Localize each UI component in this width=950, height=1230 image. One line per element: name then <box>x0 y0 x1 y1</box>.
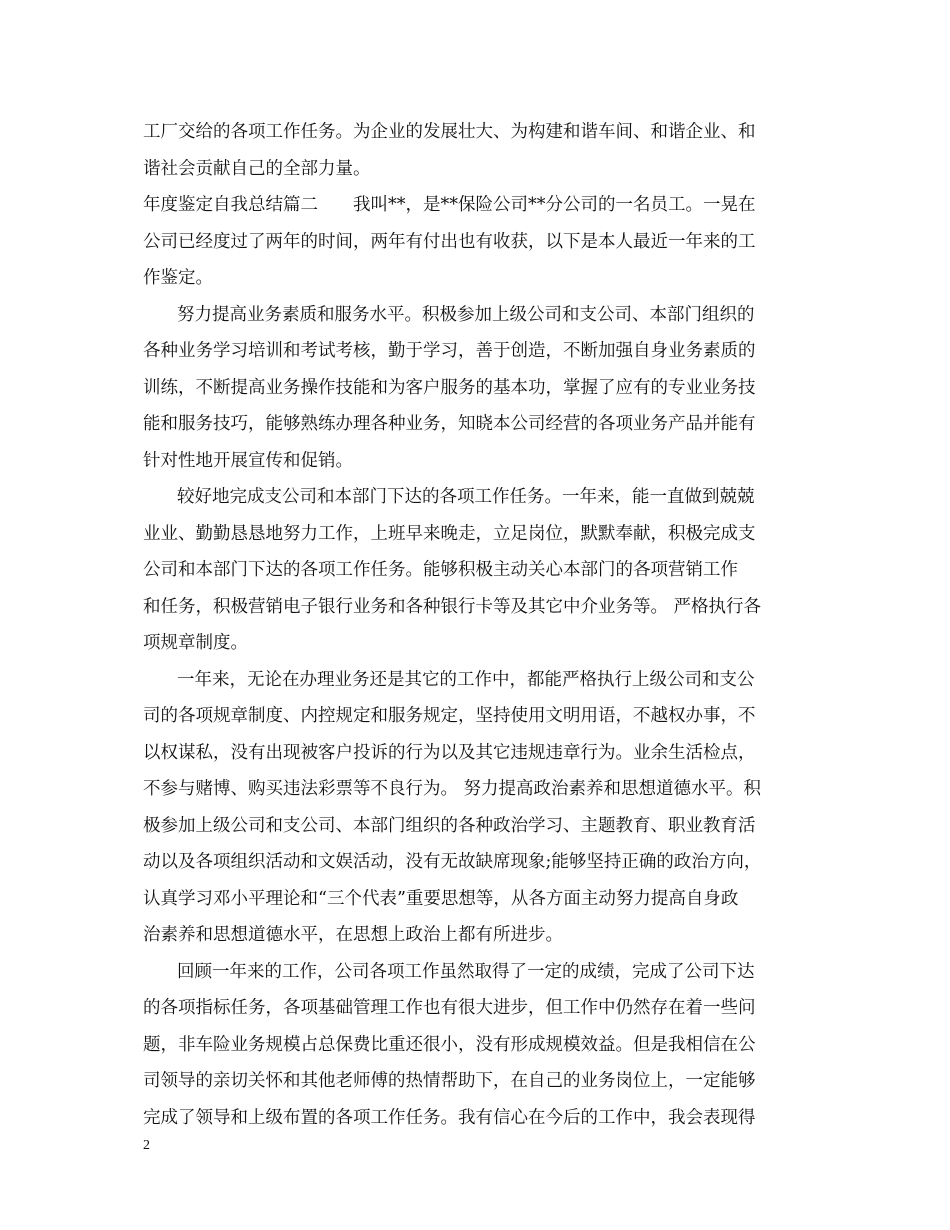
text-line: 作鉴定。 <box>143 268 213 288</box>
text-line: 回顾一年来的工作，公司各项工作虽然取得了一定的成绩，完成了公司下达 <box>177 961 755 982</box>
text-line: 针对性地开展宣传和促销。 <box>143 450 353 471</box>
text-line: 公司已经度过了两年的时间，两年有付出也有收获，以下是本人最近一年来的工 <box>143 231 756 252</box>
text-line: 训练，不断提高业务操作技能和为客户服务的基本功，掌握了应有的专业业务技 <box>143 377 756 398</box>
text-line: 谐社会贡献自己的全部力量。 <box>143 158 371 179</box>
text-line: 公司和本部门下达的各项工作任务。能够积极主动关心本部门的各项营销工作 <box>143 560 738 580</box>
text-line: 动以及各项组织活动和文娱活动，没有无故缺席现象;能够坚持正确的政治方向， <box>143 852 762 872</box>
text-line: 项规章制度。 <box>143 633 248 653</box>
text-line: 司领导的亲切关怀和其他老师傅的热情帮助下，在自己的业务岗位上，一定能够 <box>143 1071 756 1091</box>
text-line: 不参与赌博、购买违法彩票等不良行为。 努力提高政治素养和思想道德水平。积 <box>143 779 762 799</box>
text-line: 极参加上级公司和支公司、本部门组织的各种政治学习、主题教育、职业教育活 <box>143 815 756 836</box>
text-line: 较好地完成支公司和本部门下达的各项工作任务。一年来，能一直做到兢兢 <box>177 487 755 507</box>
text-line: 的各项指标任务，各项基础管理工作也有很大进步，但工作中仍然存在着一些问 <box>143 998 756 1018</box>
text-line: 完成了领导和上级布置的各项工作任务。我有信心在今后的工作中，我会表现得 <box>143 1107 756 1128</box>
text-line: 业业、勤勤恳恳地努力工作，上班早来晚走，立足岗位，默默奉献，积极完成支 <box>143 523 756 544</box>
page-number: 2 <box>143 1138 150 1153</box>
document-body <box>143 114 811 1136</box>
text-line: 年度鉴定自我总结篇二 我叫**，是**保险公司**分公司的一名员工。一晃在 <box>143 195 756 215</box>
text-line: 能和服务技巧，能够熟练办理各种业务，知晓本公司经营的各项业务产品并能有 <box>143 414 756 434</box>
text-line: 以权谋私，没有出现被客户投诉的行为以及其它违规违章行为。业余生活检点， <box>143 742 756 763</box>
text-line: 努力提高业务素质和服务水平。积极参加上级公司和支公司、本部门组织的 <box>177 304 755 325</box>
text-line: 治素养和思想道德水平，在思想上政治上都有所进步。 <box>143 925 563 945</box>
text-line: 一年来，无论在办理业务还是其它的工作中，都能严格执行上级公司和支公 <box>177 669 755 690</box>
text-line: 工厂交给的各项工作任务。为企业的发展壮大、为构建和谐车间、和谐企业、和 <box>143 122 756 142</box>
text-line: 题，非车险业务规模占总保费比重还很小，没有形成规模效益。但是我相信在公 <box>143 1034 756 1055</box>
text-line: 各种业务学习培训和考试考核，勤于学习，善于创造，不断加强自身业务素质的 <box>143 341 756 361</box>
text-line: 司的各项规章制度、内控规定和服务规定，坚持使用文明用语，不越权办事，不 <box>143 706 756 726</box>
text-line: 和任务，积极营销电子银行业务和各种银行卡等及其它中介业务等。 严格执行各 <box>143 596 762 617</box>
text-line: 认真学习邓小平理论和“三个代表”重要思想等，从各方面主动努力提高自身政 <box>143 888 739 909</box>
